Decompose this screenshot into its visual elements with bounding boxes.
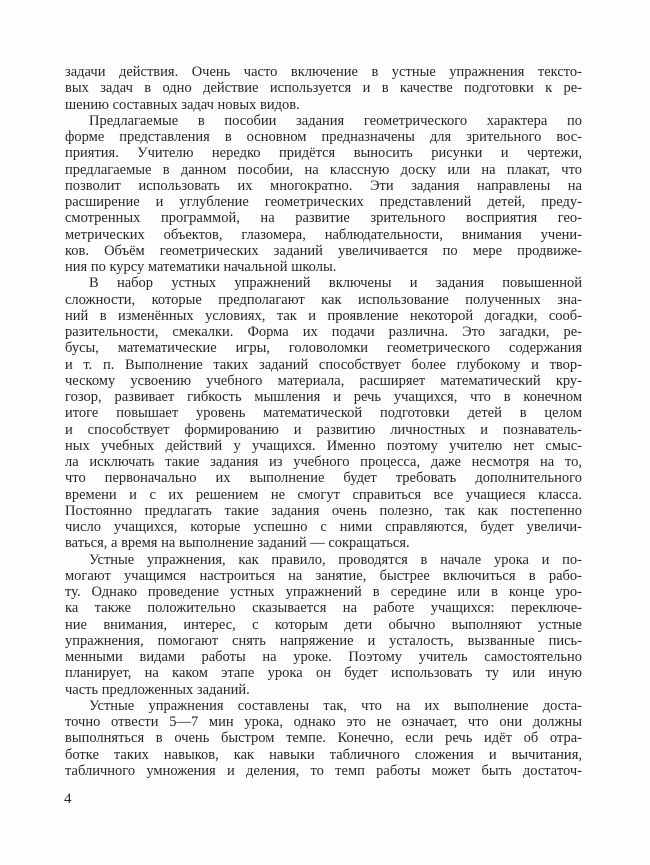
text-line: ту. Однако проведение устных упражнений в середине или в конце уро-	[65, 584, 582, 600]
text-line: ков. Объём геометрических заданий увеличивается по мере продвиже-	[65, 242, 582, 259]
paragraph	[65, 113, 582, 276]
text-line: вых задач в одно действие используется и в качестве подготовки к ре-	[65, 80, 582, 97]
paragraph	[65, 552, 582, 698]
text-line: смотренных программой, на развитие зрительного восприятия гео-	[65, 210, 582, 227]
text-line: ных учебных действий у учащихся. Именно поэтому учителю нет смыс-	[65, 437, 582, 454]
text-line: предлагаемые в данном пособии, на классную доску или на плакат, что	[65, 161, 582, 178]
text-line: Устные упражнения, как правило, проводятся в начале урока и по-	[89, 551, 582, 568]
text-line: число учащихся, которые успешно с ними справляются, будет увеличи-	[65, 519, 582, 535]
text-line: могают учащимся настроиться на занятие, быстрее включиться в рабо-	[65, 567, 582, 584]
text-line: ний в изменённых условиях, так и проявление некоторой догадки, сооб-	[65, 307, 582, 324]
text-line: ческому усвоению учебного материала, расширяет математический кру-	[65, 372, 582, 389]
text-line: позволит использовать их многократно. Эти задания направлены на	[65, 177, 582, 194]
text-line: шению составных задач новых видов.	[65, 96, 300, 113]
paragraph	[65, 275, 582, 551]
text-line: форме представления в основном предназначены для зрительного вос-	[65, 129, 582, 145]
paragraph	[65, 698, 582, 779]
text-line: сложности, которые предполагают как использование полученных зна-	[65, 291, 582, 308]
text-line: метрических объектов, глазомера, наблюдательности, внимания учени-	[65, 226, 582, 243]
text-line: В набор устных упражнений включены и задания повышенной	[89, 275, 582, 292]
text-line: Предлагаемые в пособии задания геометрического характера по	[89, 112, 582, 129]
text-line: Устные упражнения составлены так, что на их выполнение доста-	[89, 697, 582, 714]
text-line: ка также положительно сказывается на работе учащихся: переключе-	[65, 600, 582, 617]
body-text	[65, 64, 582, 779]
text-line: упражнения, помогают снять напряжение и усталость, вызванные пись-	[65, 632, 582, 649]
paragraph	[65, 64, 582, 113]
text-line: и т. п. Выполнение таких заданий способствует более глубокому и твор-	[65, 356, 582, 373]
text-line: точно отвести 5—7 мин урока, однако это не означает, что они должны	[65, 714, 582, 730]
text-line: времени и с их решением не смогут справиться все учащиеся класса.	[65, 486, 582, 503]
text-line: ния по курсу математики начальной школы.	[65, 259, 337, 275]
text-line: планирует, на каком этапе урока он будет использовать ту или иную	[65, 665, 582, 682]
text-line: ние внимания, интерес, с которым дети обычно выполняют устные	[65, 616, 582, 633]
text-line: и способствует формированию и развитию личностных и познаватель-	[65, 421, 582, 438]
text-line: итоге повышает уровень математической подготовки детей в целом	[65, 405, 582, 422]
text-line: выполняться в очень быстром темпе. Конечно, если речь идёт об отра-	[65, 730, 582, 747]
text-line: расширение и углубление геометрических представлений детей, преду-	[65, 194, 582, 210]
text-line: табличного умножения и деления, то темп работы может быть достаточ-	[65, 762, 582, 779]
text-line: задачи действия. Очень часто включение в устные упражнения тексто-	[65, 64, 582, 80]
text-line: что первоначально их выполнение будет требовать дополнительного	[65, 470, 582, 487]
page-number: 4	[64, 791, 72, 807]
text-line: разительности, смекалки. Форма их подачи различна. Это загадки, ре-	[65, 324, 582, 340]
text-line: ла исключать такие задания из учебного процесса, даже несмотря на то,	[65, 454, 582, 470]
text-line: менными видами работы на уроке. Поэтому учитель самостоятельно	[65, 649, 582, 665]
text-line: приятия. Учителю нередко придётся выносить рисунки и чертежи,	[65, 145, 582, 162]
text-line: Постоянно предлагать такие задания очень полезно, так как постепенно	[65, 502, 582, 519]
text-line: часть предложенных заданий.	[65, 681, 250, 698]
text-line: гозор, развивает гибкость мышления и речь учащихся, что в конечном	[65, 389, 582, 405]
text-line: ваться, а время на выполнение заданий — сокращаться.	[65, 535, 410, 552]
text-line: бусы, математические игры, головоломки геометрического содержания	[65, 340, 582, 357]
text-line: ботке таких навыков, как навыки табличного сложения и вычитания,	[65, 746, 582, 763]
